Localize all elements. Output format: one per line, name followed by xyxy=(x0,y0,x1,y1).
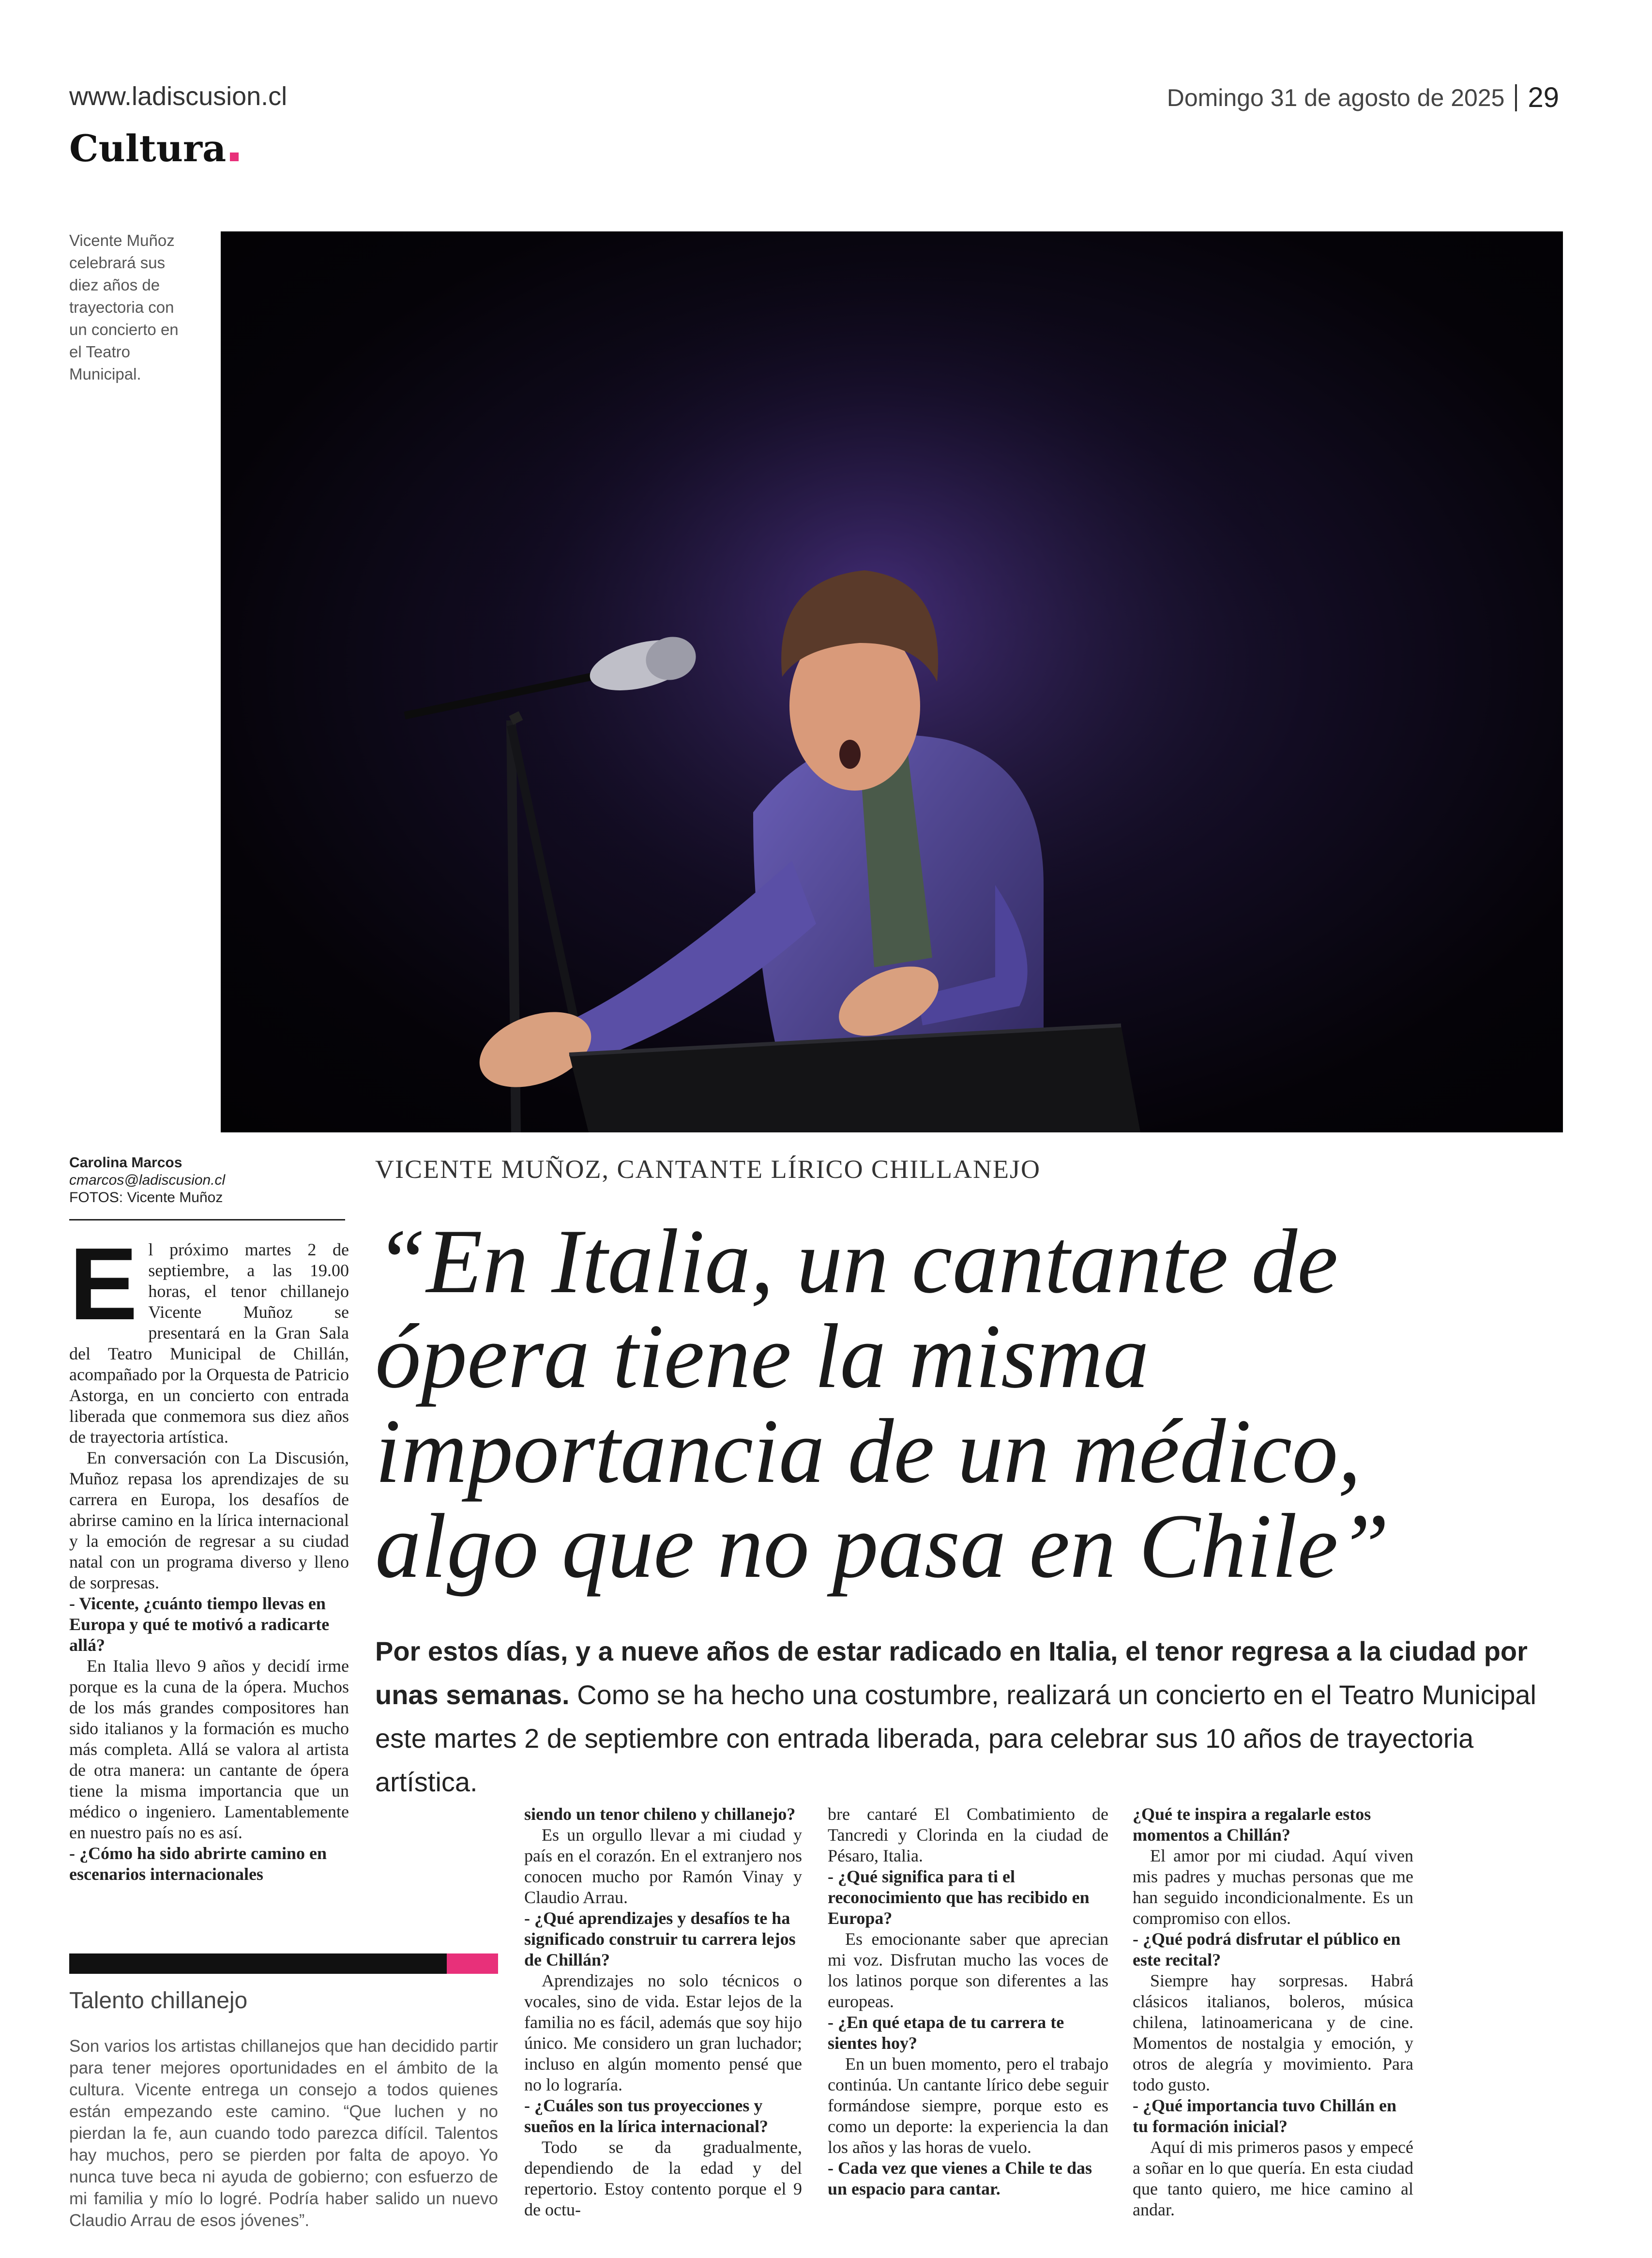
sidebar-accent xyxy=(447,1953,498,1974)
page-number: 29 xyxy=(1528,82,1559,113)
article-column-4 xyxy=(1133,1804,1413,2220)
author-name: Carolina Marcos xyxy=(69,1155,182,1171)
paragraph: El amor por mi ciudad. Aquí viven mis padres y muchas personas que me han seguido incondicionalmente. Es un compromiso con ellos. xyxy=(1133,1846,1413,1928)
kicker: VICENTE MUÑOZ, CANTANTE LÍRICO CHILLANEJO xyxy=(375,1155,1041,1184)
headline: “En Italia, un cantante de ópera tiene la misma importancia de un médico, algo que no pasa en Chile” xyxy=(375,1211,1390,1597)
divider xyxy=(1515,84,1517,111)
section-label: Cultura xyxy=(69,127,227,170)
question: - ¿Qué podrá disfrutar el público en este recital? xyxy=(1133,1929,1401,1969)
lede-bold: Por estos días, y a nueve años de estar radicado en Italia, el tenor regresa a la ciudad por unas semanas. xyxy=(375,1636,1528,1710)
question: - ¿Cómo ha sido abrirte camino en escenarios internacionales xyxy=(69,1844,327,1884)
lede-text: Como se ha hecho una costumbre, realizará un concierto en el Teatro Municipal este martes 2 de septiembre con entrada liberada, para celebrar sus 10 años de trayectoria artística. xyxy=(375,1679,1536,1797)
question: - ¿Qué importancia tuvo Chillán en tu formación inicial? xyxy=(1133,2096,1397,2136)
paragraph: Aquí di mis primeros pasos y empecé a soñar en lo que quería. En esta ciudad que tanto quiero, me hice camino al andar. xyxy=(1133,2137,1413,2219)
accent-dot xyxy=(230,153,239,161)
paragraph: En un buen momento, pero el trabajo continúa. Un cantante lírico debe seguir formándose siempre, porque esto es como un deporte: la experiencia la dan los años y las horas de vuelo. xyxy=(828,2054,1108,2157)
paragraph: Todo se da gradualmente, dependiendo de la edad y del repertorio. Estoy contento porque el 9 de octu- xyxy=(524,2137,802,2219)
question: - ¿Cuáles son tus proyecciones y sueños en la lírica internacional? xyxy=(524,2096,768,2136)
paragraph: En conversación con La Discusión, Muñoz repasa los aprendizajes de su carrera en Europa, los desafíos de abrirse camino en la lírica internacional y la emoción de regresar a su ciudad natal con un programa diverso y lleno de sorpresas. xyxy=(69,1448,349,1592)
paragraph: En Italia llevo 9 años y decidí irme porque es la cuna de la ópera. Muchos de los más grandes compositores han sido italianos y la formación es mucho más completa. Allá se valora al artista de otra manera: un cantante de ópera tiene la misma importancia que un médico o ingeniero. Lamentablemente en nuestro país no es así. xyxy=(69,1656,349,1842)
sidebar-text: Son varios los artistas chillanejos que han decidido partir para tener mejores oportunidades en el ámbito de la cultura. Vicente entrega un consejo a todos quienes están empezando este camino. “Que luchen y no pierdan la fe, aun cuando todo parezca difícil. Talentos hay muchos, pero se pierden por falta de apoyo. Yo nunca tuve beca ni ayuda de gobierno; con esfuerzo de mi familia y mío lo logré. Podría haber salido un nuevo Claudio Arrau de esos jóvenes”. xyxy=(69,2037,498,2230)
drop-cap: E xyxy=(69,1226,138,1341)
question: - ¿En qué etapa de tu carrera te sientes hoy? xyxy=(828,2013,1064,2053)
photo-caption: Vicente Muñoz celebrará sus diez años de trayectoria con un concierto en el Teatro Municipal. xyxy=(69,231,179,383)
photo-credit: FOTOS: Vicente Muñoz xyxy=(69,1190,223,1205)
question: - ¿Qué significa para ti el reconocimiento que has recibido en Europa? xyxy=(828,1867,1090,1928)
byline xyxy=(69,1154,345,1221)
question: siendo un tenor chileno y chillanejo? xyxy=(524,1804,796,1824)
question: - Vicente, ¿cuánto tiempo llevas en Europa y qué te motivó a radicarte allá? xyxy=(69,1594,330,1655)
question: - ¿Qué aprendizajes y desafíos te ha significado construir tu carrera lejos de Chillán? xyxy=(524,1908,796,1969)
article-column-3 xyxy=(828,1804,1108,2199)
lede xyxy=(375,1630,1566,1804)
paragraph: Es emocionante saber que aprecian mi voz. Disfrutan mucho las voces de los latinos porque son diferentes a las europeas. xyxy=(828,1929,1108,2011)
article-column-1 xyxy=(69,1226,349,1885)
paragraph: l próximo martes 2 de septiembre, a las 19.00 horas, el tenor chillanejo Vicente Muñoz se presentará en la Gran Sala del Teatro Municipal de Chillán, acompañado por la Orquesta de Patricio Astorga, en un concierto con entrada liberada que conmemora sus diez años de trayectoria artística. xyxy=(69,1240,349,1447)
question: ¿Qué te inspira a regalarle estos momentos a Chillán? xyxy=(1133,1804,1371,1845)
author-email[interactable]: cmarcos@ladiscusion.cl xyxy=(69,1172,226,1188)
article-column-2 xyxy=(524,1804,802,2220)
sidebar-rule xyxy=(69,1953,447,1974)
publication-date: Domingo 31 de agosto de 2025 xyxy=(1167,84,1505,111)
site-url[interactable]: www.ladiscusion.cl xyxy=(69,82,288,111)
paragraph: bre cantaré El Combatimiento de Tancredi y Clorinda en la ciudad de Pésaro, Italia. xyxy=(828,1804,1108,1865)
paragraph: Siempre hay sorpresas. Habrá clásicos italianos, boleros, música chilena, latinoamericana y de cine. Momentos de nostalgia y emoción, y otros de alegría y movimiento. Para todo gusto. xyxy=(1133,1971,1413,2094)
sidebar-title: Talento chillanejo xyxy=(69,1988,248,2014)
singer-illustration xyxy=(221,231,1563,1132)
paragraph: Aprendizajes no solo técnicos o vocales, sino de vida. Estar lejos de la familia no es fácil, además que soy hijo único. Me considero un gran luchador; incluso en algún momento pensé que no lo lograría. xyxy=(524,1971,802,2094)
question: - Cada vez que vienes a Chile te das un espacio para cantar. xyxy=(828,2158,1092,2198)
date-line xyxy=(1167,81,1559,114)
concert-photo xyxy=(221,231,1563,1132)
paragraph: Es un orgullo llevar a mi ciudad y país en el corazón. En el extranjero nos conocen mucho por Ramón Vinay y Claudio Arrau. xyxy=(524,1825,802,1907)
section-title xyxy=(69,127,239,170)
